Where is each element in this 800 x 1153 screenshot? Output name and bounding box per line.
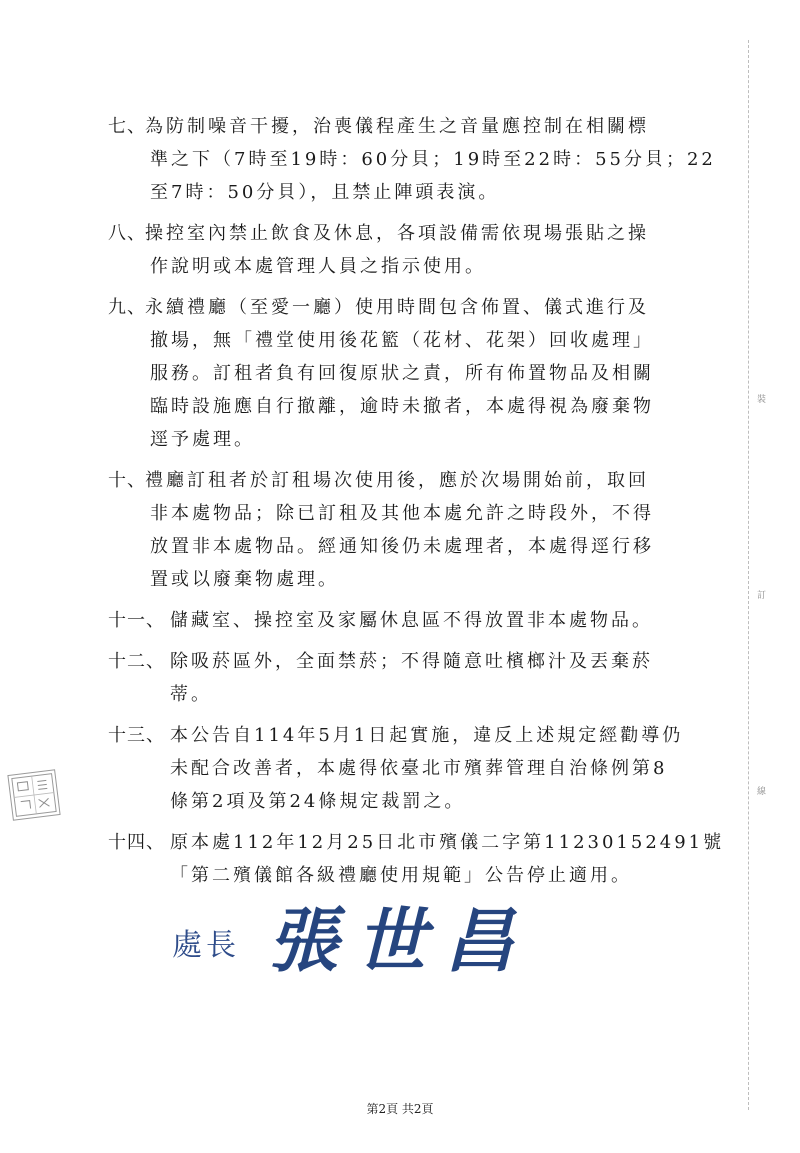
binding-mark-ding: 訂 xyxy=(757,591,767,601)
regulation-text-line: 未配合改善者，本處得依臺北市殯葬管理自治條例第8 xyxy=(170,758,668,779)
regulation-text-line: 永續禮廳（至愛一廳）使用時間包含佈置、儀式進行及 xyxy=(145,297,649,318)
regulation-item xyxy=(0,826,740,892)
regulation-text-line: 除吸菸區外，全面禁菸；不得隨意吐檳榔汁及丟棄菸 xyxy=(170,651,653,672)
binding-line xyxy=(748,40,751,1110)
regulation-item-number: 十四、 xyxy=(108,832,165,853)
binding-mark-xian: 線 xyxy=(757,787,767,797)
regulation-item-number: 七、 xyxy=(108,116,146,137)
regulation-item xyxy=(0,217,740,283)
page-footer: 第2頁 共2頁 xyxy=(366,1102,434,1116)
regulation-text-line: 逕予處理。 xyxy=(150,429,255,450)
regulation-item-number: 十、 xyxy=(108,470,146,491)
regulation-item xyxy=(0,604,740,637)
regulation-text-line: 非本處物品；除已訂租及其他本處允許之時段外，不得 xyxy=(150,503,654,524)
regulation-text-line: 操控室內禁止飲食及休息，各項設備需依現場張貼之操 xyxy=(145,223,649,244)
regulation-text-line: 置或以廢棄物處理。 xyxy=(150,569,339,590)
regulation-text-line: 至7時：50分貝），且禁止陣頭表演。 xyxy=(150,182,500,203)
regulation-text-line: 禮廳訂租者於訂租場次使用後，應於次場開始前，取回 xyxy=(145,470,649,491)
regulation-text-line: 為防制噪音干擾，治喪儀程產生之音量應控制在相關標 xyxy=(145,116,649,137)
signature-title: 處長 xyxy=(172,928,240,963)
regulation-item-number: 八、 xyxy=(108,223,146,244)
regulation-item xyxy=(0,291,740,456)
regulation-text-line: 條第2項及第24條規定裁罰之。 xyxy=(170,791,466,812)
regulation-item-number: 十一、 xyxy=(108,610,165,631)
regulation-text-line: 放置非本處物品。經通知後仍未處理者，本處得逕行移 xyxy=(150,536,654,557)
regulation-text-line: 服務。訂租者負有回復原狀之責，所有佈置物品及相關 xyxy=(150,363,654,384)
regulation-item xyxy=(0,645,740,711)
regulation-item-number: 九、 xyxy=(108,297,146,318)
regulation-item xyxy=(0,464,740,596)
regulation-text-line: 蒂。 xyxy=(170,684,212,705)
regulation-text-line: 臨時設施應自行撤離，逾時未撤者，本處得視為廢棄物 xyxy=(150,396,654,417)
regulation-list xyxy=(0,110,740,900)
regulation-item-number: 十三、 xyxy=(108,725,165,746)
regulation-item xyxy=(0,719,740,818)
regulation-text-line: 儲藏室、操控室及家屬休息區不得放置非本處物品。 xyxy=(170,610,653,631)
binding-mark-zhuang: 裝 xyxy=(757,395,767,405)
regulation-text-line: 準之下（7時至19時：60分貝；19時至22時：55分貝；22 xyxy=(150,149,716,170)
director-signature: 張世昌 xyxy=(268,899,532,982)
regulation-text-line: 原本處112年12月25日北市殯儀二字第11230152491號 xyxy=(170,832,725,853)
regulation-text-line: 作說明或本處管理人員之指示使用。 xyxy=(150,256,486,277)
regulation-text-line: 撤場，無「禮堂使用後花籃（花材、花架）回收處理」 xyxy=(150,330,654,351)
official-seal-stamp xyxy=(7,769,60,821)
regulation-item-number: 十二、 xyxy=(108,651,165,672)
seal-icon xyxy=(8,770,59,819)
regulation-item xyxy=(0,110,740,209)
regulation-text-line: 「第二殯儀館各級禮廳使用規範」公告停止適用。 xyxy=(170,865,632,886)
regulation-text-line: 本公告自114年5月1日起實施，違反上述規定經勸導仍 xyxy=(170,725,684,746)
